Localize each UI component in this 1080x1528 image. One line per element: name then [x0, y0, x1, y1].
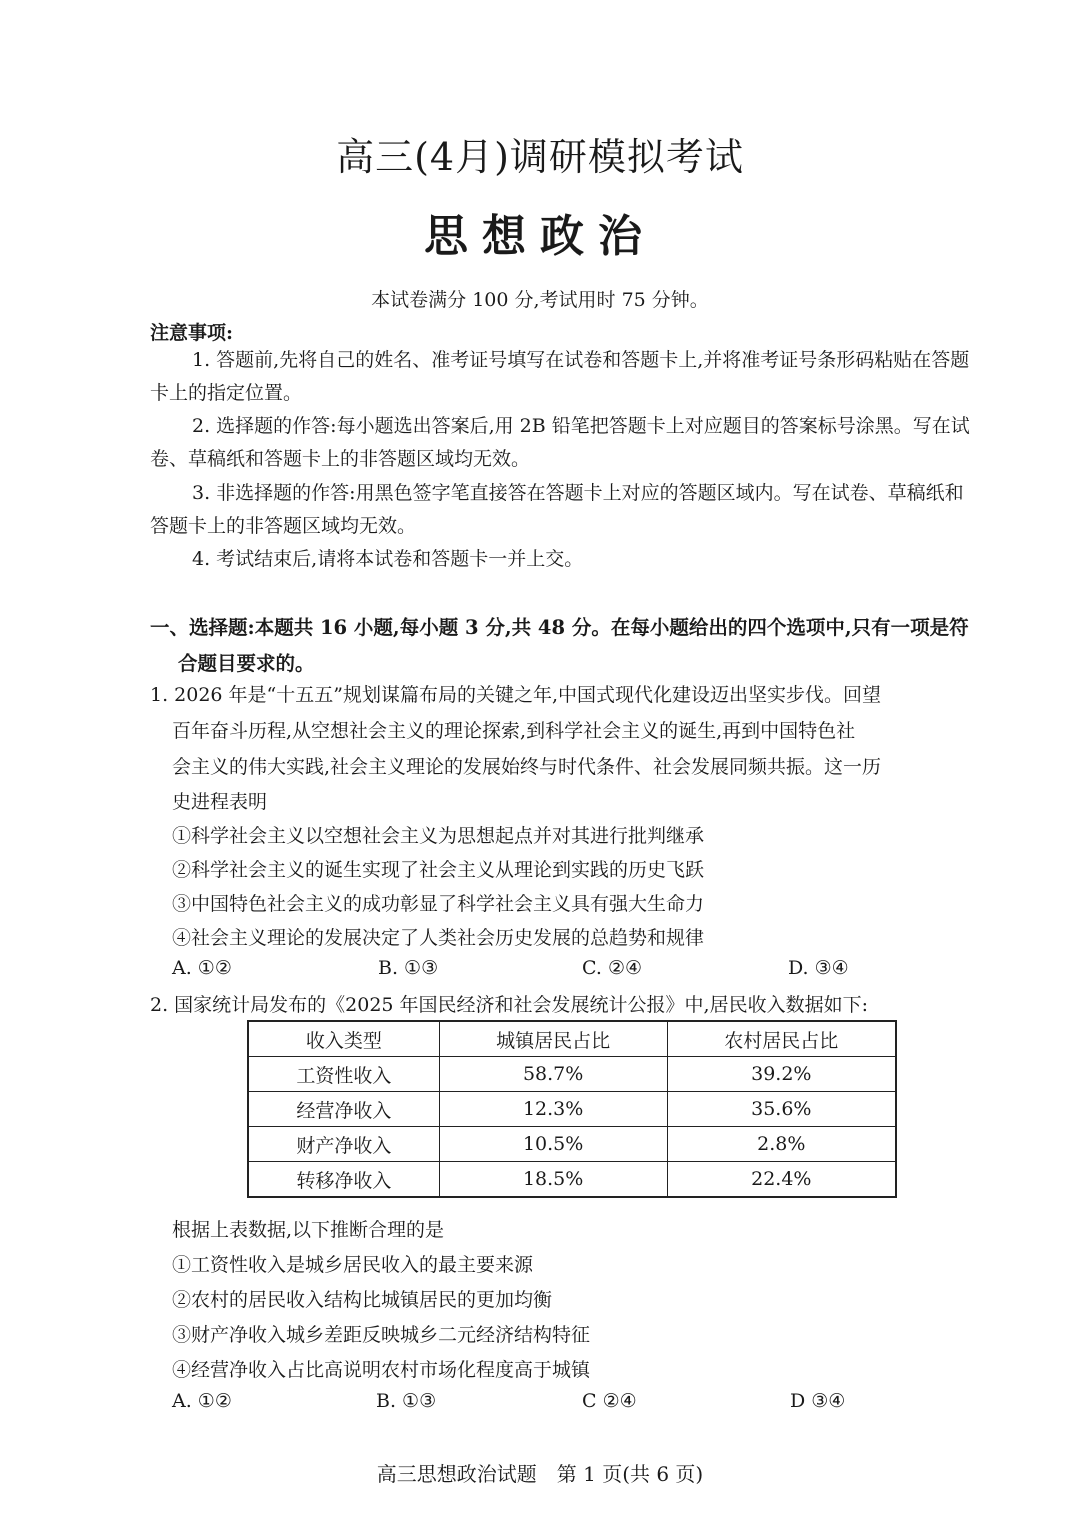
q2-option-d: D ③④ [790, 1390, 846, 1412]
table-cell: 10.5% [439, 1127, 667, 1162]
table-header-row [248, 1021, 896, 1057]
section-1-heading [150, 610, 980, 682]
q1-stem-line-4: 史进程表明 [172, 791, 268, 813]
table-cell: 经营净收入 [248, 1092, 439, 1127]
note-item-3: 3. 非选择题的作答:用黑色签字笔直接答在答题卡上对应的答题区域内。写在试卷、草稿纸和答题卡上的非答题区域均无效。 [150, 482, 964, 537]
q2-statement-4: ④经营净收入占比高说明农村市场化程度高于城镇 [172, 1359, 591, 1381]
table-header-cell: 农村居民占比 [667, 1021, 896, 1057]
table-cell: 22.4% [667, 1162, 896, 1198]
table-cell: 转移净收入 [248, 1162, 439, 1198]
table-row [248, 1057, 896, 1092]
q1-statement-1: ①科学社会主义以空想社会主义为思想起点并对其进行批判继承 [172, 825, 705, 847]
exam-title: 高三(4月)调研模拟考试 [336, 135, 744, 179]
table-header-cell: 城镇居民占比 [439, 1021, 667, 1057]
table-row [248, 1127, 896, 1162]
table-cell: 2.8% [667, 1127, 896, 1162]
q1-stem-line-3: 会主义的伟大实践,社会主义理论的发展始终与时代条件、社会发展同频共振。这一历 [172, 756, 882, 778]
table-cell: 35.6% [667, 1092, 896, 1127]
exam-info: 本试卷满分 100 分,考试用时 75 分钟。 [371, 289, 709, 311]
q1-option-a: A. ①② [172, 957, 232, 979]
q2-statement-3: ③财产净收入城乡差距反映城乡二元经济结构特征 [172, 1324, 591, 1346]
q2-stem: 2. 国家统计局发布的《2025 年国民经济和社会发展统计公报》中,居民收入数据如下: [150, 994, 869, 1016]
q1-statement-3: ③中国特色社会主义的成功彰显了科学社会主义具有强大生命力 [172, 893, 705, 915]
q1-option-d: D. ③④ [788, 957, 849, 979]
note-item-1: 1. 答题前,先将自己的姓名、准考证号填写在试卷和答题卡上,并将准考证号条形码粘贴在答题卡上的指定位置。 [150, 349, 970, 404]
notes-heading: 注意事项: [150, 322, 234, 344]
table-cell: 工资性收入 [248, 1057, 439, 1092]
note-item-4: 4. 考试结束后,请将本试卷和答题卡一并上交。 [192, 548, 584, 570]
table-header-cell: 收入类型 [248, 1021, 439, 1057]
section-1-heading-text: 一、选择题:本题共 16 小题,每小题 3 分,共 48 分。在每小题给出的四个选项中,只有一项是符合题目要求的。 [150, 616, 969, 675]
page-footer: 高三思想政治试题 第 1 页(共 6 页) [376, 1462, 704, 1486]
table-row [248, 1162, 896, 1198]
q2-option-b: B. ①③ [376, 1390, 437, 1412]
table-cell: 58.7% [439, 1057, 667, 1092]
table-cell: 39.2% [667, 1057, 896, 1092]
q1-statement-4: ④社会主义理论的发展决定了人类社会历史发展的总趋势和规律 [172, 927, 705, 949]
q1-stem-line-2: 百年奋斗历程,从空想社会主义的理论探索,到科学社会主义的诞生,再到中国特色社 [172, 720, 856, 742]
subject-title: 思想政治 [424, 211, 656, 262]
q2-statement-2: ②农村的居民收入结构比城镇居民的更加均衡 [172, 1289, 553, 1311]
table-cell: 财产净收入 [248, 1127, 439, 1162]
q1-option-c: C. ②④ [582, 957, 643, 979]
table-cell: 18.5% [439, 1162, 667, 1198]
note-item-2: 2. 选择题的作答:每小题选出答案后,用 2B 铅笔把答题卡上对应题目的答案标号涂黑。写在试卷、草稿纸和答题卡上的非答题区域均无效。 [150, 415, 970, 470]
q1-stem-line-1: 1. 2026 年是“十五五”规划谋篇布局的关键之年,中国式现代化建设迈出坚实步伐。回望 [150, 684, 882, 706]
q2-statement-1: ①工资性收入是城乡居民收入的最主要来源 [172, 1254, 534, 1276]
table-row [248, 1092, 896, 1127]
q1-statement-2: ②科学社会主义的诞生实现了社会主义从理论到实践的历史飞跃 [172, 859, 705, 881]
q2-option-a: A. ①② [172, 1390, 232, 1412]
q2-question: 根据上表数据,以下推断合理的是 [172, 1219, 445, 1241]
q1-option-b: B. ①③ [378, 957, 439, 979]
income-table [247, 1020, 897, 1198]
table-cell: 12.3% [439, 1092, 667, 1127]
q2-option-c: C ②④ [582, 1390, 637, 1412]
